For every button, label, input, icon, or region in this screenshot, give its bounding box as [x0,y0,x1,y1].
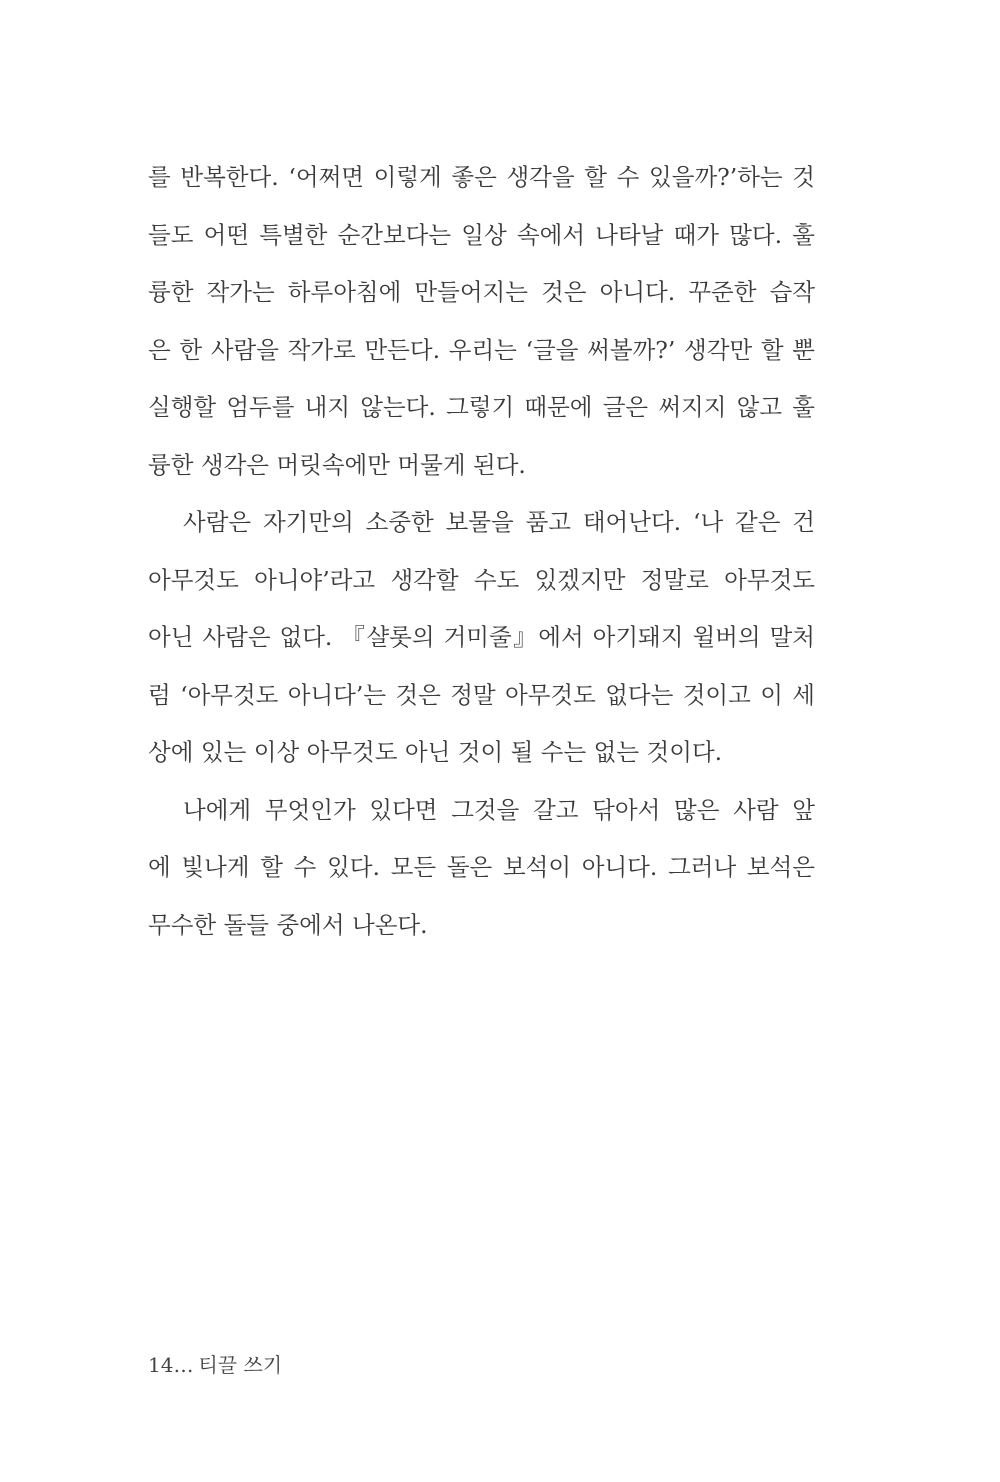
text-line: 실행할 엄두를 내지 않는다. 그렇기 때문에 글은 써지지 않고 훌 [148,393,815,421]
footer-separator: … [173,1353,193,1377]
paragraph [148,149,815,494]
text-line: 사람은 자기만의 소중한 보물을 품고 태어난다. ‘나 같은 건 [183,508,815,536]
page-footer [148,1350,282,1380]
text-line: 무수한 돌들 중에서 나온다. [148,910,428,939]
text-line: 를 반복한다. ‘어쩌면 이렇게 좋은 생각을 할 수 있을까?’하는 것 [148,163,815,191]
paragraph [148,782,815,955]
text-line: 들도 어떤 특별한 순간보다는 일상 속에서 나타날 때가 많다. 훌 [148,220,815,249]
paragraph [148,494,815,782]
text-line: 은 한 사람을 작가로 만든다. 우리는 ‘글을 써볼까?’ 생각만 할 뿐 [148,335,815,364]
text-line: 럼 ‘아무것도 아니다’는 것은 정말 아무것도 없다는 것이고 이 세 [148,680,815,709]
text-line: 륭한 작가는 하루아침에 만들어지는 것은 아니다. 꾸준한 습작 [148,278,815,306]
text-line: 륭한 생각은 머릿속에만 머물게 된다. [148,450,526,479]
text-line: 아닌 사람은 없다. 『샬롯의 거미줄』에서 아기돼지 윌버의 말처 [148,623,815,651]
text-line: 상에 있는 이상 아무것도 아닌 것이 될 수는 없는 것이다. [148,738,723,766]
text-line: 에 빛나게 할 수 있다. 모든 돌은 보석이 아니다. 그러나 보석은 [148,853,815,881]
body-text [148,149,815,954]
page-number: 14 [148,1353,174,1377]
running-title: 티끌 쓰기 [198,1353,283,1377]
text-line: 나에게 무엇인가 있다면 그것을 갈고 닦아서 많은 사람 앞 [183,795,815,824]
text-line: 아무것도 아니야’라고 생각할 수도 있겠지만 정말로 아무것도 [148,565,815,594]
